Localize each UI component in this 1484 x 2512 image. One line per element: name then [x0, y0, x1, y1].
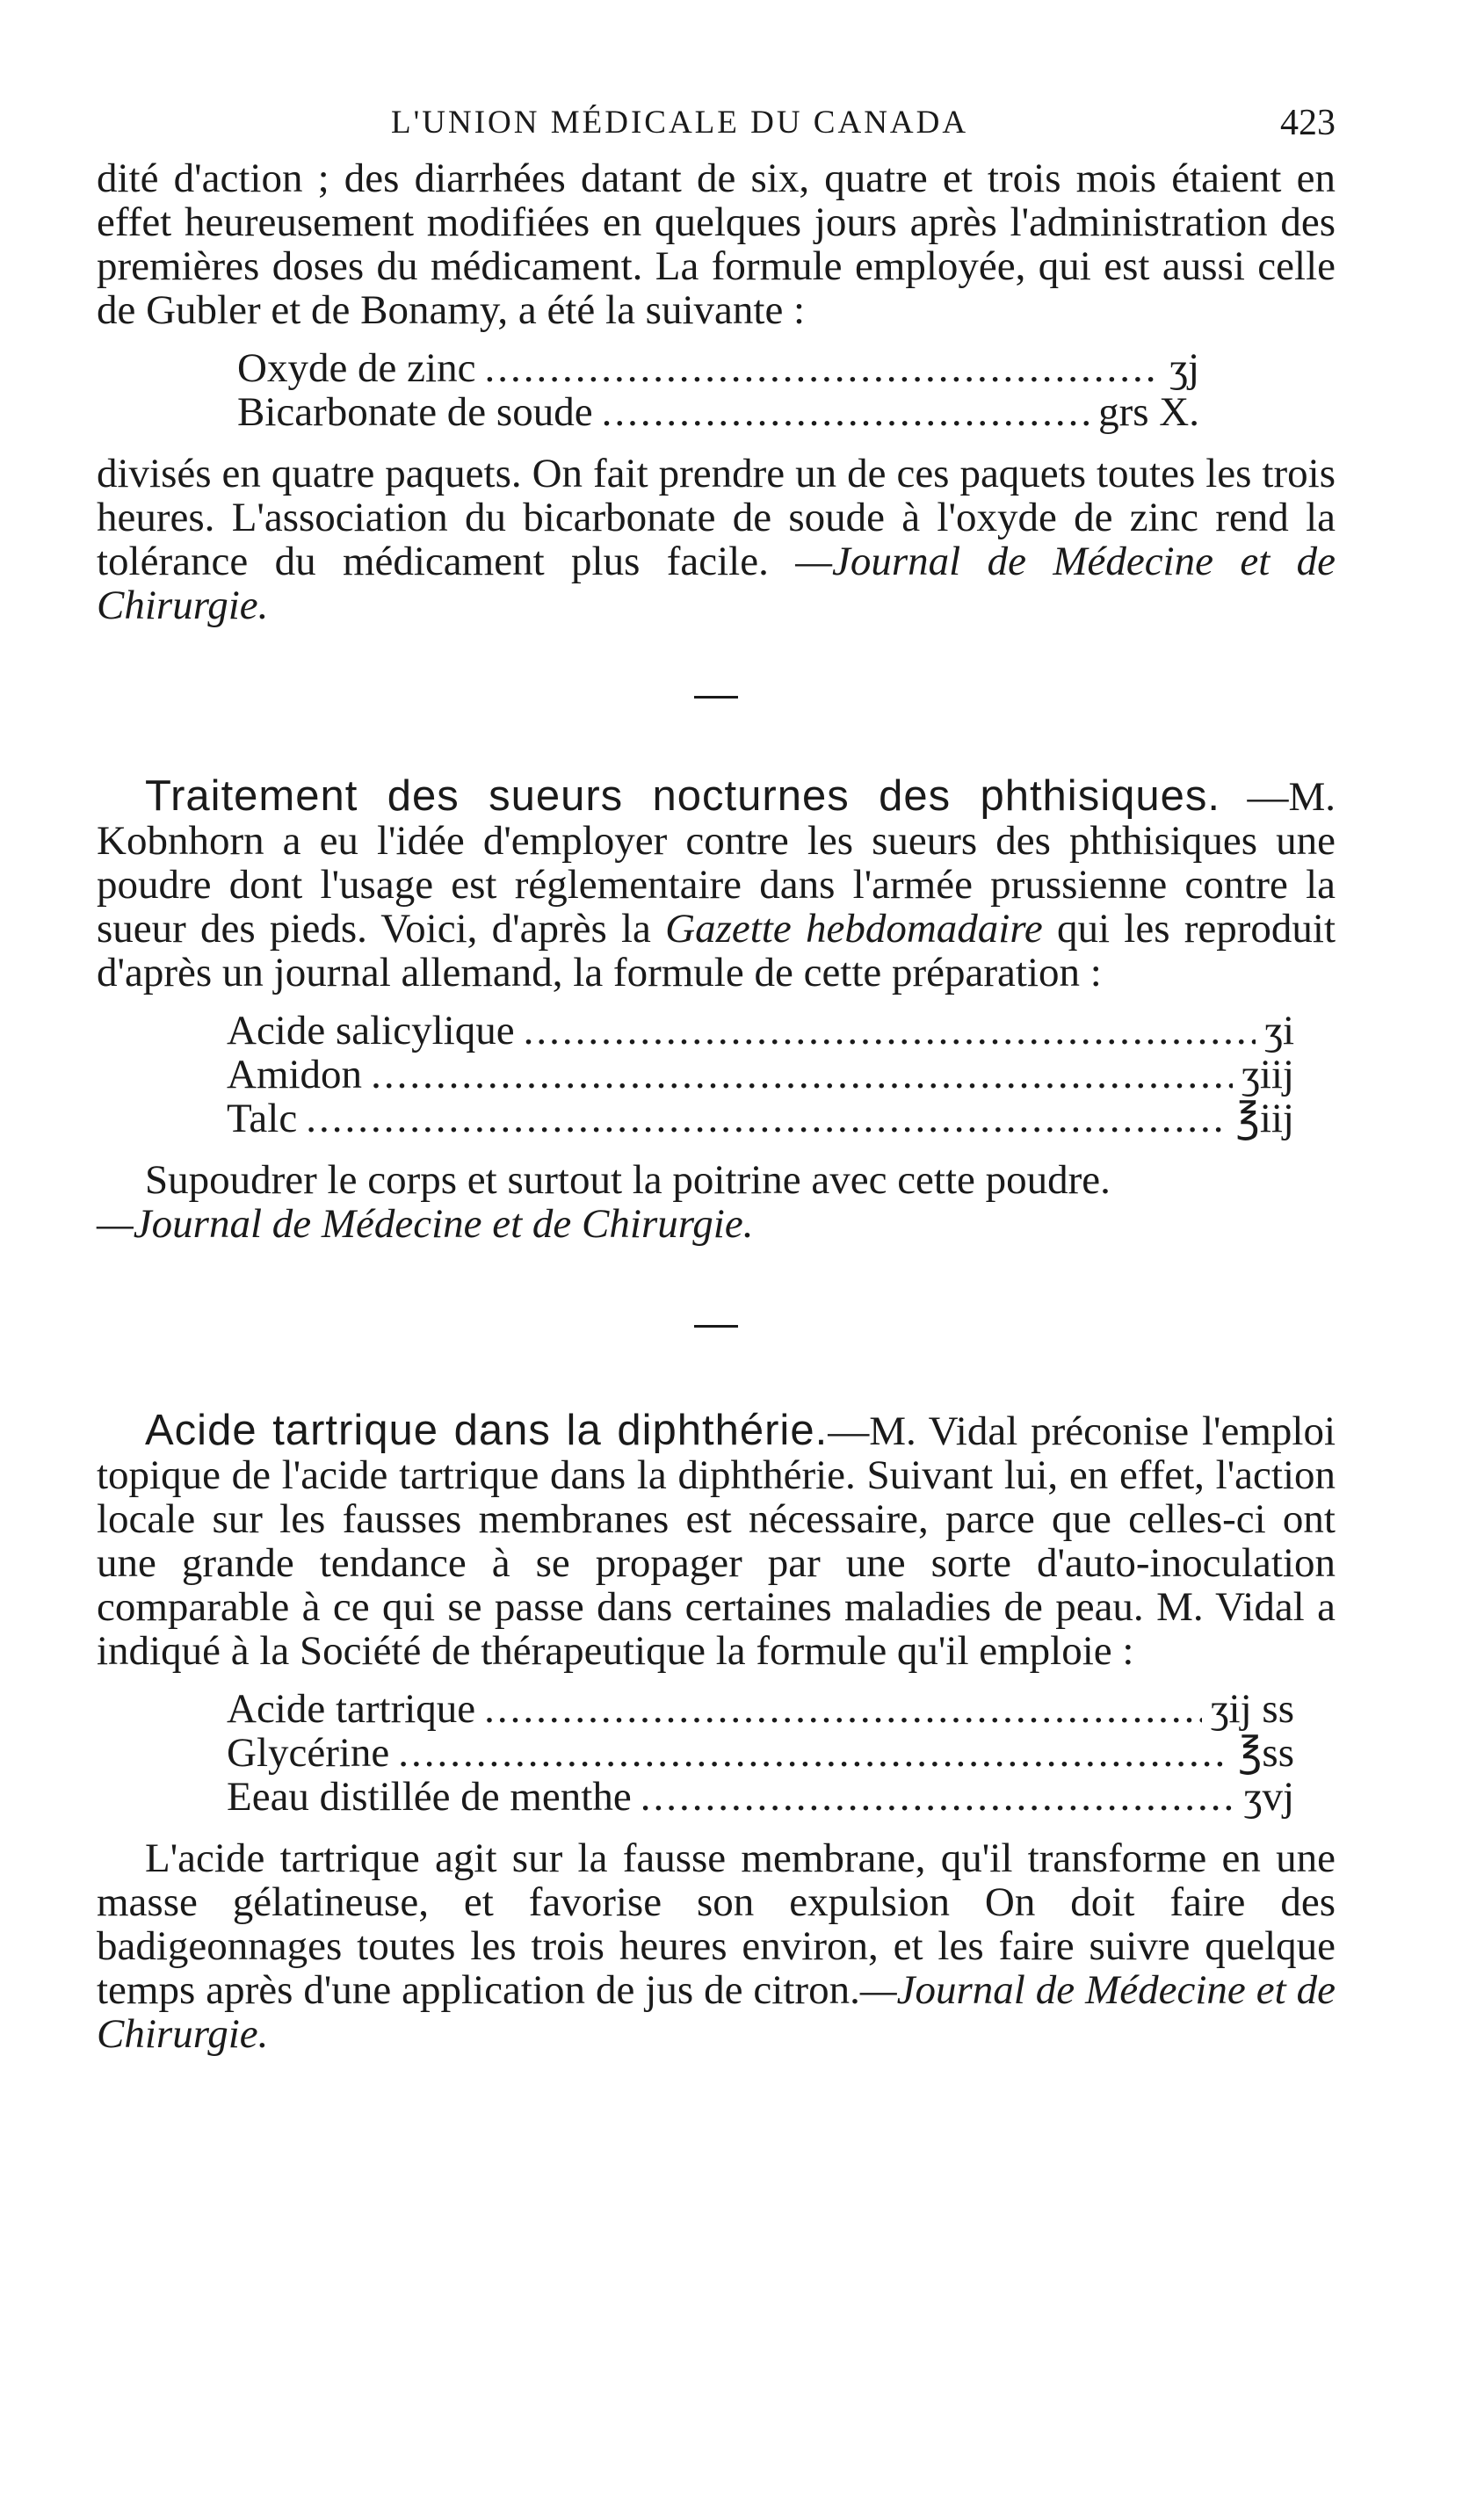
section-separator: [694, 696, 738, 699]
article2-source: —Journal de Médecine et de Chirurgie.: [97, 1201, 754, 1247]
ingredient-name: Amidon: [227, 1052, 363, 1097]
leader-dots: [484, 1687, 1202, 1731]
article3-text-after: [97, 1836, 1336, 2056]
leader-dots: [398, 1731, 1229, 1775]
article3-text-after-body: L'acide tartrique agit sur la fausse membrane, qu'il transforme en une masse gélatineuse, et favorise son expulsion On doit faire des badigeonnages toutes les trois heures environ, et les faire suivre quelque temps après d'une application de jus de citron.: [97, 1835, 1336, 2013]
leader-dots: [306, 1097, 1227, 1140]
leader-dots: [602, 390, 1090, 434]
ingredient-quantity: grs X.: [1098, 389, 1199, 435]
ingredient-quantity: ℥ss: [1238, 1730, 1294, 1776]
ingredient-quantity: ℥iij: [1235, 1096, 1294, 1141]
article2-source-line: [97, 1202, 1336, 1246]
page-number: 423: [1280, 103, 1336, 143]
article3-text-before: —M. Vidal préconise l'emploi topique de l'acide tartrique dans la diphthérie. Suivant lui, en effet, l'action locale sur les fausses membranes est nécessaire, parce que celles-ci ont une grande tendance à se propager par une sorte d'auto-inoculation comparable à ce qui se passe dans certaines maladies de peau. M. Vidal a indiqué à la Société de thérapeutique la formule qu'il emploie :: [97, 1408, 1336, 1674]
article2-text-after: [97, 1158, 1336, 1202]
leader-dots: [641, 1775, 1235, 1819]
section-separator: [694, 1325, 738, 1328]
formula-row: [227, 1687, 1294, 1731]
ingredient-name: Glycérine: [227, 1730, 390, 1776]
article2-intro: —M. Kobnhorn a eu l'idée d'employer contre les sueurs des phthisiques une poudre dont l'usage est réglementaire dans l'armée prussienne contre la sueur des pieds. Voici, d'après la: [97, 774, 1336, 952]
ingredient-name: Acide salicylique: [227, 1008, 515, 1053]
formula-row: [237, 346, 1199, 390]
article2-text-rest: qui les reproduit d'après un journal allemand, la formule de cette préparation :: [97, 906, 1336, 995]
article2-title: Traitement des sueurs nocturnes des phthisiques.: [145, 772, 1220, 820]
page: [97, 104, 1336, 2056]
ingredient-name: Talc: [227, 1096, 298, 1141]
ingredient-name: Eeau distillée de menthe: [227, 1774, 632, 1820]
leader-dots: [371, 1053, 1233, 1097]
article1-text-after-body: divisés en quatre paquets. On fait prendre un de ces paquets toutes les trois heures. L'association du bicarbonate de soude à l'oxyde de zinc rend la tolérance du médicament plus facile.: [97, 451, 1336, 584]
article2-gazette: Gazette hebdomadaire: [665, 906, 1043, 952]
formula-row: [227, 1097, 1294, 1140]
formula-row: [227, 1775, 1294, 1819]
article1-formula: [237, 346, 1199, 434]
article3-source: —Journal de Médecine et de Chirurgie.: [97, 1967, 1336, 2057]
article3-formula: [227, 1687, 1294, 1819]
article1-text-after: [97, 452, 1336, 627]
article1-source: —Journal de Médecine et de Chirurgie.: [97, 539, 1336, 628]
article1-text-before: dité d'action ; des diarrhées datant de six, quatre et trois mois étaient en effet heureusement modifiées en quelques jours après l'administration des premières doses du médicament. La formule employée, qui est aussi celle de Gubler et de Bonamy, a été la suivante :: [97, 156, 1336, 333]
ingredient-name: Bicarbonate de soude: [237, 389, 593, 435]
formula-row: [227, 1731, 1294, 1775]
running-title: L'UNION MÉDICALE DU CANADA: [391, 105, 969, 141]
ingredient-quantity: ʒij ss: [1210, 1686, 1294, 1732]
page-header: [97, 104, 1336, 156]
formula-row: [227, 1009, 1294, 1053]
leader-dots: [484, 346, 1161, 390]
article2-text-after-body: Supoudrer le corps et surtout la poitrine avec cette poudre.: [145, 1157, 1111, 1203]
ingredient-name: Acide tartrique: [227, 1686, 476, 1732]
article2-paragraph: [97, 774, 1336, 995]
ingredient-name: Oxyde de zinc: [237, 345, 476, 391]
ingredient-quantity: ʒi: [1264, 1008, 1294, 1053]
ingredient-quantity: ʒvj: [1243, 1774, 1294, 1820]
article2-formula: [227, 1009, 1294, 1140]
article3-paragraph: [97, 1408, 1336, 1673]
ingredient-quantity: ʒj: [1169, 345, 1199, 391]
leader-dots: [524, 1009, 1256, 1053]
formula-row: [237, 390, 1199, 434]
formula-row: [227, 1053, 1294, 1097]
ingredient-quantity: ʒiij: [1241, 1052, 1294, 1097]
article3-title: Acide tartrique dans la diphthérie.: [145, 1407, 829, 1454]
